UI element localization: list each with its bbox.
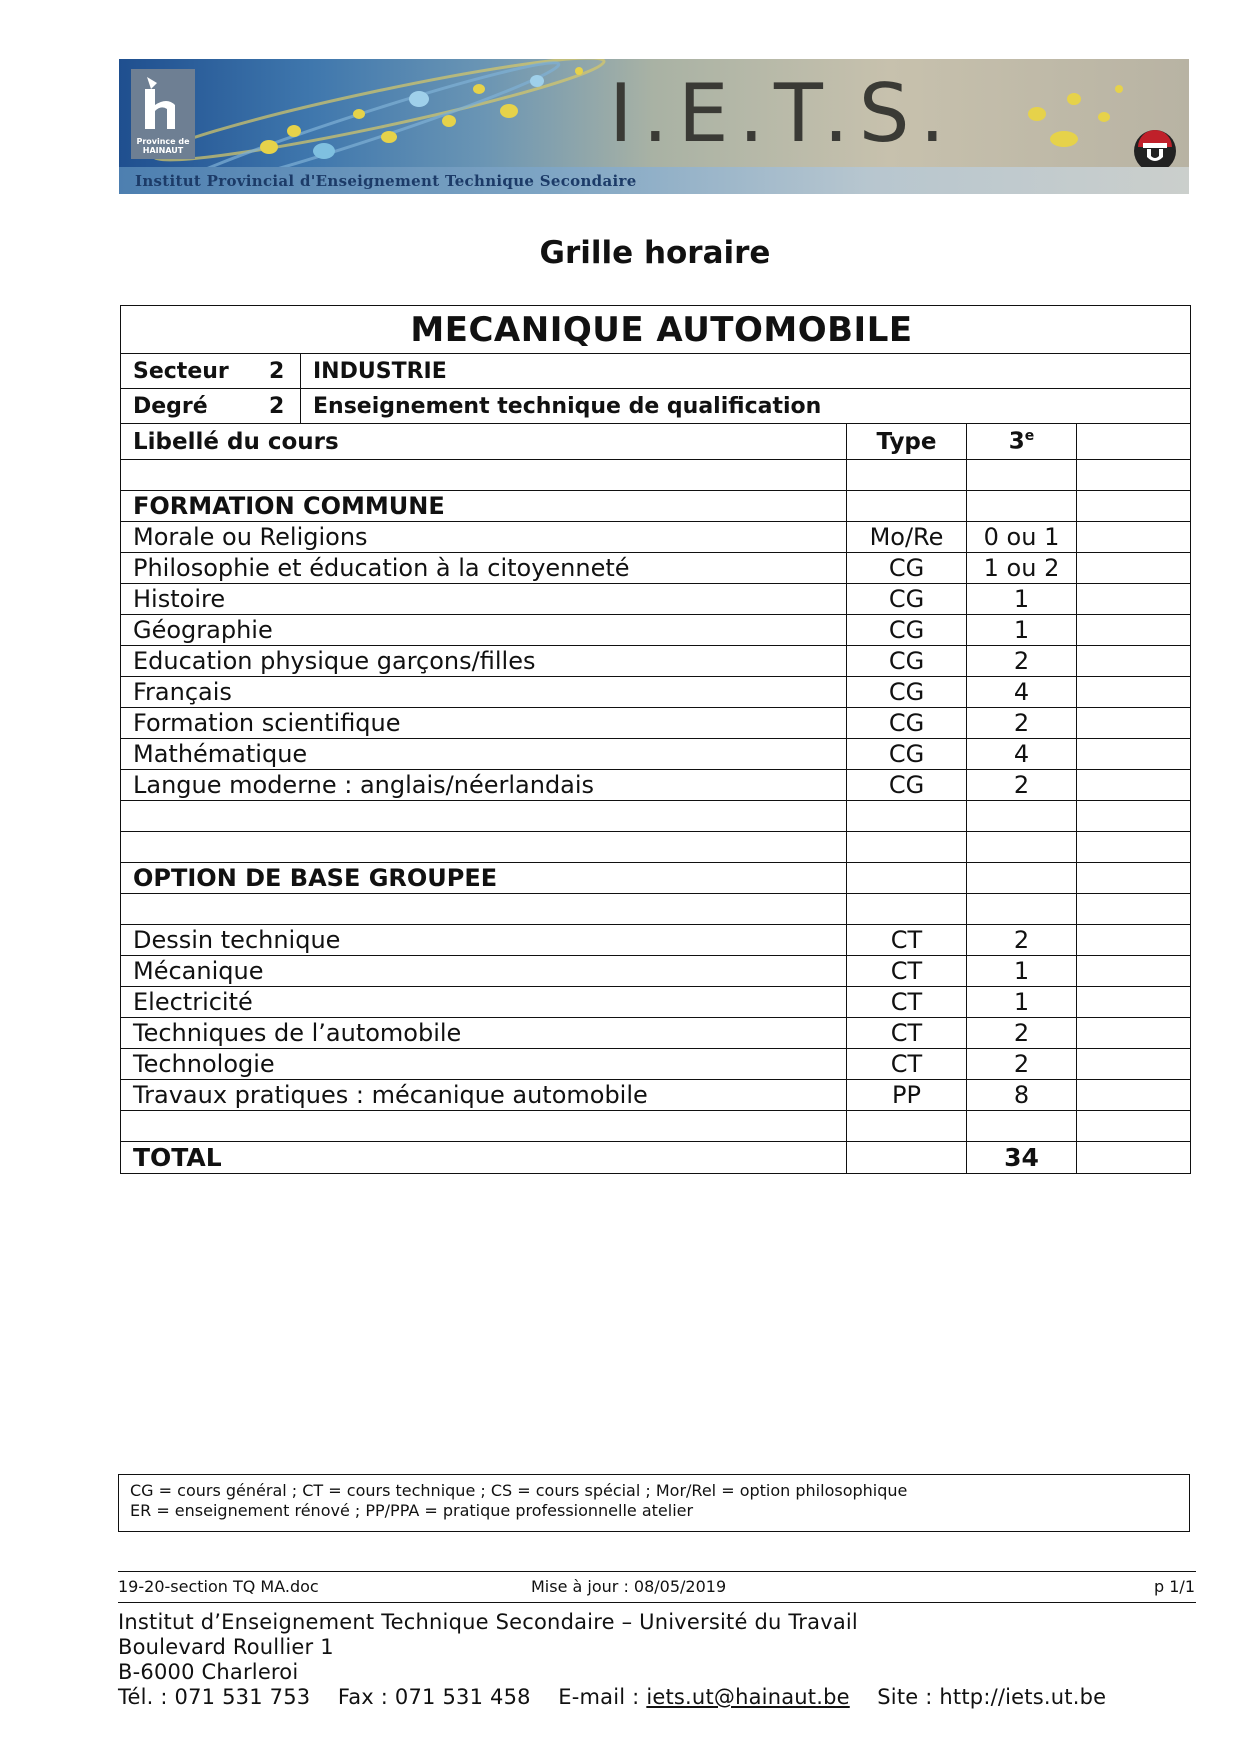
course-extra-cell [1077,677,1191,708]
legend-line-1: CG = cours général ; CT = cours technique ; CS = cours spécial ; Mor/Rel = option philosophique [130,1481,908,1500]
table-row [121,987,1191,1018]
course-type: CT [847,956,967,987]
course-hours: 1 ou 2 [967,553,1077,584]
blank-hours-cell [967,460,1077,491]
course-hours: 0 ou 1 [967,522,1077,553]
blank-extra-cell [1077,801,1191,832]
formation-commune-body [121,460,1191,863]
legend-box [118,1474,1190,1532]
spacer-row [121,801,1191,832]
blank-hours-cell [967,863,1077,894]
sector-num: 2 [269,358,285,384]
course-type: CT [847,987,967,1018]
hainaut-logo-icon [131,69,195,135]
course-name: Morale ou Religions [121,522,847,553]
course-type: CG [847,553,967,584]
course-type: CT [847,1049,967,1080]
year-superscript: e [1024,428,1035,445]
course-hours: 2 [967,925,1077,956]
course-extra-cell [1077,553,1191,584]
course-extra-cell [1077,925,1191,956]
type-column-header: Type [847,424,967,460]
sector-value: INDUSTRIE [301,354,1191,389]
course-type: CG [847,677,967,708]
course-name: Techniques de l’automobile [121,1018,847,1049]
course-hours: 8 [967,1080,1077,1111]
province-label: Province de HAINAUT [136,137,190,155]
course-type: CG [847,646,967,677]
section-heading: FORMATION COMMUNE [121,491,847,522]
blank-course-cell [121,460,847,491]
course-extra-cell [1077,522,1191,553]
course-hours: 1 [967,584,1077,615]
sector-row [121,354,1191,389]
blank-hours-cell [967,832,1077,863]
phone: Tél. : 071 531 753 [118,1685,311,1709]
course-type: CG [847,770,967,801]
blank-course-cell [121,1111,847,1142]
footer-top-rule [118,1571,1196,1572]
course-hours: 2 [967,646,1077,677]
course-name: Formation scientifique [121,708,847,739]
degree-row [121,389,1191,424]
street-address: Boulevard Roullier 1 [118,1635,334,1659]
footer-bottom-rule [118,1602,1196,1603]
year-label: 3 [1008,428,1025,455]
blank-type-cell [847,801,967,832]
total-label: TOTAL [121,1142,847,1174]
course-extra-cell [1077,1080,1191,1111]
course-hours: 1 [967,956,1077,987]
blank-type-cell [847,832,967,863]
course-type: CG [847,708,967,739]
fax: Fax : 071 531 458 [337,1685,531,1709]
course-type: CG [847,739,967,770]
program-title: MECANIQUE AUTOMOBILE [121,306,1191,354]
schedule-table [120,305,1191,1174]
table-row [121,522,1191,553]
course-name: Electricité [121,987,847,1018]
institute-strip-text: Institut Provincial d'Enseignement Technique Secondaire [135,172,637,190]
course-type: CG [847,615,967,646]
total-type-cell [847,1142,967,1174]
section-heading-row [121,863,1191,894]
footer-filename: 19-20-section TQ MA.doc [118,1577,319,1596]
degree-num: 2 [269,393,285,419]
empty-column-header [1077,424,1191,460]
course-hours: 2 [967,770,1077,801]
page-title: Grille horaire [539,235,771,271]
course-name: Langue moderne : anglais/néerlandais [121,770,847,801]
course-hours: 2 [967,1049,1077,1080]
institution-name: Institut d’Enseignement Technique Secondaire – Université du Travail [118,1610,858,1634]
course-hours: 1 [967,615,1077,646]
city-address: B-6000 Charleroi [118,1660,299,1684]
total-row [121,1142,1191,1174]
course-name: Français [121,677,847,708]
table-row [121,677,1191,708]
course-hours: 4 [967,677,1077,708]
total-value: 34 [967,1142,1077,1174]
legend-line-2: ER = enseignement rénové ; PP/PPA = pratique professionnelle atelier [130,1501,694,1520]
blank-extra-cell [1077,894,1191,925]
total-empty-cell [1077,1142,1191,1174]
course-hours: 2 [967,1018,1077,1049]
email-label: E-mail : [558,1685,640,1709]
blank-hours-cell [967,491,1077,522]
course-extra-cell [1077,987,1191,1018]
course-type: CG [847,584,967,615]
footer-updated: Mise à jour : 08/05/2019 [531,1577,727,1596]
course-name: Philosophie et éducation à la citoyenneté [121,553,847,584]
table-row [121,1018,1191,1049]
address-block [118,1610,1106,1710]
footer-page: p 1/1 [1154,1577,1195,1596]
header-banner [119,59,1189,194]
blank-extra-cell [1077,832,1191,863]
table-row [121,739,1191,770]
course-type: CT [847,925,967,956]
course-extra-cell [1077,584,1191,615]
table-row [121,770,1191,801]
course-type: CT [847,1018,967,1049]
website[interactable]: Site : http://iets.ut.be [877,1685,1107,1709]
course-name: Education physique garçons/filles [121,646,847,677]
blank-extra-cell [1077,1111,1191,1142]
table-row [121,1049,1191,1080]
course-extra-cell [1077,615,1191,646]
course-name: Mécanique [121,956,847,987]
year-column-header [967,424,1077,460]
course-name: Géographie [121,615,847,646]
degree-label: Degré [133,393,208,419]
blank-extra-cell [1077,460,1191,491]
table-row [121,615,1191,646]
option-base-body [121,863,1191,1142]
course-name: Travaux pratiques : mécanique automobile [121,1080,847,1111]
blank-course-cell [121,894,847,925]
blank-extra-cell [1077,863,1191,894]
table-row [121,956,1191,987]
banner-title: I.E.T.S. [609,67,956,160]
program-row [121,306,1191,354]
sector-label-cell [121,354,301,389]
table-row [121,708,1191,739]
course-extra-cell [1077,770,1191,801]
spacer-row [121,832,1191,863]
blank-course-cell [121,801,847,832]
degree-value: Enseignement technique de qualification [301,389,1191,424]
blank-extra-cell [1077,491,1191,522]
course-name: Mathématique [121,739,847,770]
blank-type-cell [847,460,967,491]
blank-course-cell [121,832,847,863]
course-column-header: Libellé du cours [121,424,847,460]
blank-hours-cell [967,801,1077,832]
email-link[interactable]: iets.ut@hainaut.be [646,1685,850,1709]
table-row [121,646,1191,677]
section-heading-row [121,491,1191,522]
table-row [121,584,1191,615]
table-row [121,925,1191,956]
blank-hours-cell [967,894,1077,925]
course-name: Technologie [121,1049,847,1080]
blank-type-cell [847,894,967,925]
course-extra-cell [1077,646,1191,677]
course-hours: 2 [967,708,1077,739]
course-type: Mo/Re [847,522,967,553]
course-extra-cell [1077,708,1191,739]
table-row [121,553,1191,584]
spacer-row [121,1111,1191,1142]
course-hours: 1 [967,987,1077,1018]
course-extra-cell [1077,1018,1191,1049]
course-type: PP [847,1080,967,1111]
sector-label: Secteur [133,358,229,384]
province-logo [131,69,195,159]
table-row [121,1080,1191,1111]
spacer-row [121,460,1191,491]
contact-line [118,1685,1106,1710]
banner-strip [119,167,1189,194]
blank-type-cell [847,491,967,522]
spacer-row [121,894,1191,925]
course-name: Histoire [121,584,847,615]
section-heading: OPTION DE BASE GROUPEE [121,863,847,894]
column-header-row [121,424,1191,460]
course-extra-cell [1077,739,1191,770]
course-hours: 4 [967,739,1077,770]
course-extra-cell [1077,956,1191,987]
blank-type-cell [847,863,967,894]
blank-hours-cell [967,1111,1077,1142]
course-extra-cell [1077,1049,1191,1080]
degree-label-cell [121,389,301,424]
blank-type-cell [847,1111,967,1142]
course-name: Dessin technique [121,925,847,956]
